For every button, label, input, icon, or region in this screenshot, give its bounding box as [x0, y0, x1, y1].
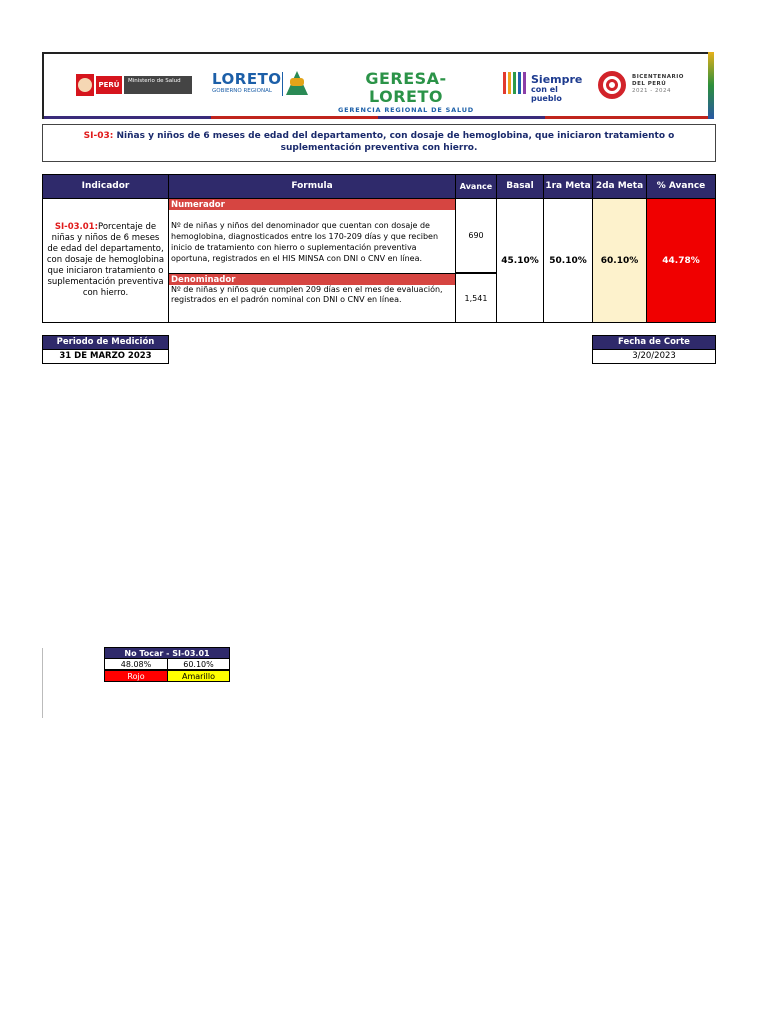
- peru-minsa-logo: [76, 74, 192, 96]
- header-formula: Formula: [168, 174, 456, 199]
- siempre-con-el-pueblo-logo: [503, 70, 583, 103]
- siempre-subtitle: con el pueblo: [531, 85, 562, 103]
- no-tocar-title: No Tocar - SI-03.01: [104, 647, 230, 659]
- periodo-label: Periodo de Medición: [42, 335, 169, 350]
- no-tocar-label-rojo: Rojo: [104, 670, 168, 682]
- loreto-gobierno-regional-logo: [212, 70, 312, 98]
- fecha-corte-label: Fecha de Corte: [592, 335, 716, 350]
- header-right-bar: [708, 52, 714, 119]
- geresa-subtitle: GERENCIA REGIONAL DE SALUD: [338, 106, 474, 114]
- numerador-text: Nº de niñas y niños del denominador que cuentan con dosaje de hemoglobina, diagnosticados entre los 170-209 días y que reciben inicio de tratamiento con hierro o suplementación preventiva oportuna, registrados en el HIS MINSA con DNI o CNV en línea.: [168, 210, 456, 273]
- ministry-label: Ministerio de Salud: [124, 76, 192, 94]
- fecha-corte-value: 3/20/2023: [592, 349, 716, 364]
- bicentenario-text: BICENTENARIO DEL PERÚ 2021 - 2024: [632, 74, 684, 94]
- indicador-code: SI-03.01:: [54, 222, 98, 232]
- porcentaje-avance-value: 44.78%: [646, 198, 716, 323]
- siempre-title: Siempre: [531, 73, 583, 86]
- indicador-text: Porcentaje de niñas y niños de 6 meses de edad del departamento, con dosaje de hemoglobina que iniciaron tratamiento o suplementación preventiva con hierro.: [46, 222, 165, 298]
- avance-denominador: 1,541: [455, 273, 497, 323]
- header-avance: Avance: [455, 174, 497, 199]
- meta1-value: 50.10%: [543, 198, 593, 323]
- left-border-line: [42, 648, 43, 718]
- peru-flag-icon: [76, 74, 94, 96]
- meta2-value: 60.10%: [592, 198, 647, 323]
- denominador-text: Nº de niñas y niños que cumplen 209 días en el mes de evaluación, registrados en el padrón nominal con DNI o CNV en línea.: [168, 285, 456, 323]
- bicentenario-logo: [598, 70, 698, 100]
- header-indicador: Indicador: [42, 174, 169, 199]
- peru-label: PERÚ: [96, 76, 122, 94]
- page-title: [42, 124, 716, 162]
- periodo-value: 31 DE MARZO 2023: [42, 349, 169, 364]
- indicador-cell: [42, 198, 169, 323]
- geresa-loreto-logo: [330, 69, 482, 114]
- title-code: SI-03:: [83, 131, 114, 141]
- title-text: Niñas y niños de 6 meses de edad del departamento, con dosaje de hemoglobina, que iniciaron tratamiento o suplementación preventiva con hierro.: [113, 131, 675, 153]
- no-tocar-threshold-high: 60.10%: [167, 658, 230, 670]
- header-color-stripe: [44, 116, 712, 119]
- basal-value: 45.10%: [496, 198, 544, 323]
- avance-numerador: 690: [455, 198, 497, 273]
- header-porcentaje-avance: % Avance: [646, 174, 716, 199]
- header-1ra-meta: 1ra Meta: [543, 174, 593, 199]
- siempre-bars-icon: [503, 72, 527, 94]
- denominador-label: Denominador: [168, 273, 456, 285]
- header-basal: Basal: [496, 174, 544, 199]
- no-tocar-label-amarillo: Amarillo: [167, 670, 230, 682]
- header-2da-meta: 2da Meta: [592, 174, 647, 199]
- loreto-subtitle: GOBIERNO REGIONAL: [212, 88, 272, 94]
- no-tocar-threshold-low: 48.08%: [104, 658, 168, 670]
- loreto-title: LORETO: [212, 70, 282, 88]
- numerador-label: Numerador: [168, 198, 456, 210]
- geresa-title: GERESA-LORETO: [365, 69, 447, 106]
